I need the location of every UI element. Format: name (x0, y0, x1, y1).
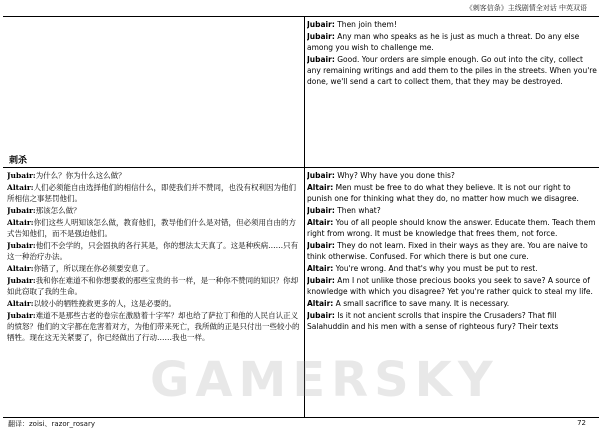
dialogue-text: Am I not unlike those precious books you seek to save? A source of knowledge with which you disagree? Yet you're rather quick to steal my life. (307, 276, 593, 296)
dialogue-line (7, 205, 301, 216)
speaker-name: Jubair: (307, 241, 335, 250)
dialogue-text: Then join them! (334, 20, 397, 29)
speaker-name: Jubair: (307, 20, 335, 29)
dialogue-text: Any man who speaks as he is just as much a threat. Do any else among you wish to challenge me. (307, 32, 580, 52)
page-number: 72 (577, 419, 586, 427)
dialogue-text: Is it not ancient scrolls that inspire the Crusaders? That fill Salahuddin and his men with a sense of righteous fury? Their texts (307, 311, 559, 331)
speaker-name: Jubair: (7, 171, 36, 180)
speaker-name: Altair: (307, 264, 334, 273)
speaker-name: Jubair: (307, 55, 335, 64)
dialogue-text: 为什么？你为什么这么做？ (35, 171, 126, 180)
speaker-name: Altair: (7, 264, 34, 273)
chinese-dialogue-column (7, 170, 301, 416)
dialogue-line (307, 298, 597, 309)
speaker-name: Altair: (7, 218, 34, 227)
dialogue-line (7, 275, 301, 297)
speaker-name: Jubair: (307, 311, 335, 320)
dialogue-text: You of all people should know the answer. Educate them. Teach them right from wrong. It must be knowledge that frees them, not force. (307, 218, 596, 238)
row-divider (3, 167, 599, 168)
speaker-name: Jubair: (7, 241, 36, 250)
dialogue-line (307, 205, 597, 216)
dialogue-table (3, 16, 599, 418)
speaker-name: Altair: (307, 183, 334, 192)
top-right-english-block (307, 19, 597, 165)
dialogue-line (7, 240, 301, 262)
column-divider (304, 17, 305, 417)
dialogue-text: 你错了，所以现在你必须要安息了。 (33, 264, 154, 273)
section-title: 刺杀 (9, 156, 28, 166)
dialogue-line (7, 263, 301, 274)
dialogue-text: 他们不会学的，只会固执的各行其是，你的想法太天真了。这是种疾病……只有这一种治疗办法。 (7, 241, 299, 261)
dialogue-text: They do not learn. Fixed in their ways as they are. You are naive to think otherwise. Confused. For which there is but one cure. (307, 241, 588, 261)
dialogue-text: You're wrong. And that's why you must be put to rest. (333, 264, 538, 273)
dialogue-line (307, 170, 597, 181)
dialogue-text: 我和你在难道不和你想要救的那些宝贵的书一样，是一种你不赞同的知识？你却如此窃取了我的生命。 (7, 276, 299, 296)
speaker-name: Jubair: (307, 32, 335, 41)
speaker-name: Jubair: (7, 311, 36, 320)
page-header-title: 《刺客信条》主线剧情全对话 中英双语 (465, 4, 587, 12)
watermark-logo: GAMERSKY (150, 352, 499, 408)
dialogue-line (307, 182, 597, 204)
dialogue-line (307, 240, 597, 262)
dialogue-line (307, 263, 597, 274)
dialogue-line (7, 217, 301, 239)
english-dialogue-column (307, 170, 597, 416)
dialogue-text: 人们必须能自由选择他们的相信什么，即使我们并不赞同，也没有权利因为他们所相信之事惩罚他们。 (7, 183, 297, 203)
speaker-name: Jubair: (307, 171, 335, 180)
speaker-name: Altair: (7, 183, 34, 192)
dialogue-text: Then what? (334, 206, 381, 215)
dialogue-text: 以较小的牺牲挽救更多的人，这是必要的。 (33, 299, 177, 308)
top-left-cell-empty (7, 19, 301, 165)
dialogue-line (7, 298, 301, 309)
dialogue-line (307, 310, 597, 332)
dialogue-text: Men must be free to do what they believe. It is not our right to punish one for thinking what they do, no matter how much we disagree. (307, 183, 579, 203)
speaker-name: Jubair: (307, 206, 335, 215)
dialogue-text: 难道不是那些古老的卷宗在激励着十字军？却也给了萨拉丁和他的人民自认正义的愤怒？他们的文字都在危害着对方，为他们带来死亡，我所做的正是只付出一些较小的牺牲。现在这无关紧要了，你已经做出了行动……我也一样。 (7, 311, 300, 342)
dialogue-text: Why? Why have you done this? (334, 171, 455, 180)
dialogue-line (307, 31, 597, 53)
speaker-name: Altair: (307, 218, 334, 227)
dialogue-line (7, 182, 301, 204)
dialogue-line (307, 19, 597, 30)
dialogue-line (307, 275, 597, 297)
dialogue-text: A small sacrifice to save many. It is necessary. (333, 299, 510, 308)
dialogue-text: 那该怎么做？ (35, 206, 81, 215)
speaker-name: Altair: (307, 299, 334, 308)
speaker-name: Jubair: (7, 206, 36, 215)
dialogue-line (7, 310, 301, 343)
dialogue-text: 你们这些人明知该怎么做，教育他们，教导他们什么是对错，但必须用自由的方式告知他们，而不是强迫他们。 (7, 218, 297, 238)
speaker-name: Jubair: (307, 276, 335, 285)
translator-credit: 翻译：zoisi、razor_rosary (8, 420, 95, 428)
dialogue-line (307, 54, 597, 87)
dialogue-line (7, 170, 301, 181)
dialogue-line (307, 217, 597, 239)
dialogue-text: Good. Your orders are simple enough. Go out into the city, collect any remaining writings and add them to the piles in the streets. When you're done, we'll send a cart to collect them, that they may be destroyed. (307, 55, 597, 86)
speaker-name: Altair: (7, 299, 34, 308)
speaker-name: Jubair: (7, 276, 36, 285)
